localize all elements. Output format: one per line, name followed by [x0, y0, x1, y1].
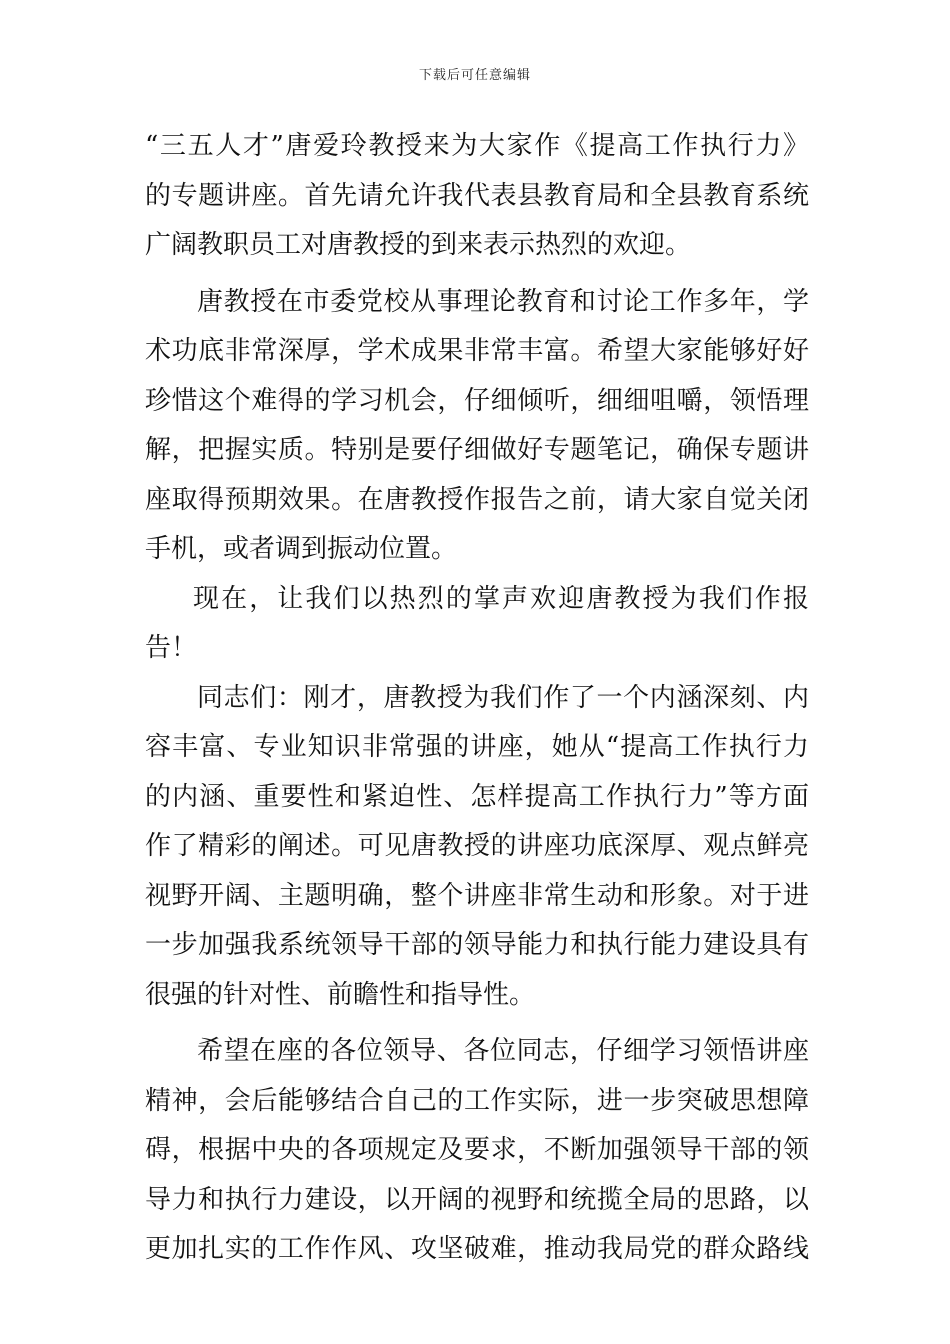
text-line: 精神，会后能够结合自己的工作实际，进一步突破思想障 [145, 1085, 809, 1116]
text-line: 现在，让我们以热烈的掌声欢迎唐教授为我们作报告！ [145, 583, 809, 663]
text-line: 作了精彩的阐述。可见唐教授的讲座功底深厚、观点鲜亮 [145, 831, 809, 861]
text-line: 同志们：刚才，唐教授为我们作了一个内涵深刻、内 [197, 682, 809, 713]
text-line: 碍，根据中央的各项规定及要求，不断加强领导干部的领 [145, 1135, 809, 1165]
text-line: 珍惜这个难得的学习机会，仔细倾听，细细咀嚼，领悟理 [145, 385, 809, 416]
paragraph-3 [145, 575, 809, 674]
text-line: 很强的针对性、前瞻性和指导性。 [145, 979, 536, 1010]
text-line: 更加扎实的工作作风、攻坚破难，推动我局党的群众路线 [145, 1234, 809, 1264]
text-line: 容丰富、专业知识非常强的讲座，她从“提高工作执行力 [145, 732, 809, 762]
paragraph-2 [145, 278, 809, 575]
paragraph-4 [145, 674, 809, 1021]
text-line: 一步加强我系统领导干部的领导能力和执行能力建设具有 [145, 930, 809, 960]
paragraph-5 [145, 1027, 809, 1275]
paragraph-1 [145, 122, 809, 271]
text-line: 视野开阔、主题明确，整个讲座非常生动和形象。对于进 [145, 880, 809, 911]
text-line: 希望在座的各位领导、各位同志，仔细学习领悟讲座 [197, 1036, 809, 1066]
text-line: 导力和执行力建设，以开阔的视野和统揽全局的思路，以 [145, 1184, 809, 1215]
text-line: 的专题讲座。首先请允许我代表县教育局和全县教育系统 [145, 180, 809, 211]
page-header: 下载后可任意编辑 [418, 68, 531, 83]
text-line: “三五人才”唐爱玲教授来为大家作《提高工作执行力》 [145, 131, 809, 161]
text-line: 术功底非常深厚，学术成果非常丰富。希望大家能够好好 [145, 336, 809, 366]
text-line: 唐教授在市委党校从事理论教育和讨论工作多年，学 [197, 286, 809, 317]
text-line: 座取得预期效果。在唐教授作报告之前，请大家自觉关闭 [145, 484, 809, 515]
text-line: 广阔教职员工对唐教授的到来表示热烈的欢迎。 [145, 230, 692, 260]
text-line: 解，把握实质。特别是要仔细做好专题笔记，确保专题讲 [145, 435, 809, 465]
document-body [145, 122, 809, 1275]
text-line: 的内涵、重要性和紧迫性、怎样提高工作执行力”等方面 [145, 781, 809, 812]
text-line: 手机，或者调到振动位置。 [145, 534, 458, 564]
